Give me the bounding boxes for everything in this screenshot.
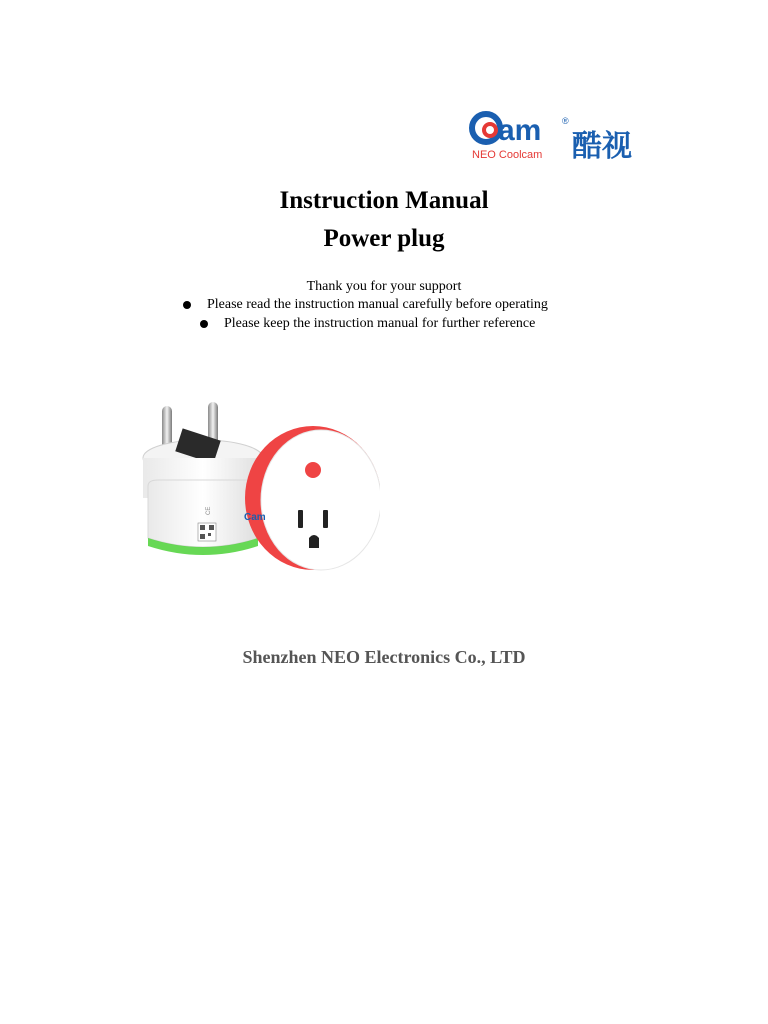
bullet-item bbox=[200, 316, 535, 332]
svg-text:®: ® bbox=[562, 116, 569, 126]
bullet-text: Please read the instruction manual carefully before operating bbox=[207, 297, 548, 312]
svg-text:酷视: 酷视 bbox=[572, 129, 632, 164]
company-name: Shenzhen NEO Electronics Co., LTD bbox=[242, 647, 526, 667]
neo-coolcam-logo bbox=[468, 100, 652, 164]
bullet-item bbox=[183, 297, 548, 313]
red-indicator-dot bbox=[305, 462, 321, 478]
thanks-text: Thank you for your support bbox=[306, 279, 462, 294]
brand-print: Cam bbox=[244, 512, 266, 523]
svg-text:CE: CE bbox=[206, 506, 212, 515]
product-title: Power plug bbox=[323, 225, 445, 252]
bullet-text: Please keep the instruction manual for further reference bbox=[224, 316, 536, 331]
smart-plug-image bbox=[118, 388, 380, 598]
bullet-dot-icon bbox=[200, 320, 208, 328]
bullet-dot-icon bbox=[183, 301, 191, 309]
manual-title: Instruction Manual bbox=[279, 187, 489, 214]
svg-text:NEO Coolcam: NEO Coolcam bbox=[472, 149, 543, 161]
svg-text:am: am bbox=[498, 114, 542, 147]
